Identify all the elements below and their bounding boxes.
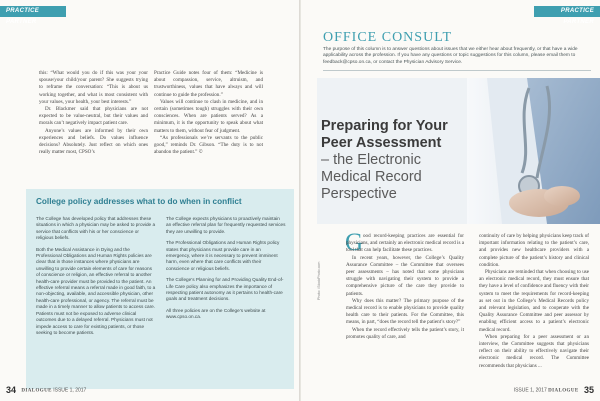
paragraph: When the record effectively tells the patient’s story, it promotes quality of care, and	[346, 326, 464, 340]
paragraph: “As professionals we’re servants to the public good,” reminds Dr. Gibson. “The duty is to not abandon the patient.” ©	[154, 134, 263, 156]
paragraph: Dr. Blackmer said that physicians are not expected to be value-neutral, but their values and morals can’t negatively impact patient care.	[39, 106, 148, 127]
policy-paragraph: The College’s Planning for and Providing Quality End-of-Life Care policy also emphasizes the importance of respecting patient autonomy as it pertains to health-care goals and treatment decisions.	[166, 277, 284, 302]
issue-label: ISSUE 1, 2017	[53, 387, 87, 394]
policy-title: College policy addresses what to do when in conflict	[36, 197, 242, 206]
article-column-left-b	[154, 70, 263, 156]
article-column-right-a	[345, 229, 464, 341]
paragraph: Practice Guide notes four of them: “Medicine is about compassion, service, altruism, and trustworthiness, values that have always and will continue to guide the profession.”	[154, 70, 263, 98]
right-page	[301, 0, 600, 401]
policy-column-b	[166, 216, 286, 326]
policy-paragraph: The Professional Obligations and Human Rights policy states that physicians must provide care in an emergency, where it is necessary to prevent imminent harm, even where that care conflicts with their conscience or religious beliefs.	[166, 240, 280, 271]
page-footer-right	[514, 385, 594, 395]
paragraph: Why does this matter? The primary purpose of the medical record is to enable physicians to provide quality health care to their patients. For the Committee, this means, in part, “does the record tell the patient’s story?”	[346, 297, 464, 326]
paragraph: Values will continue to clash in medicine, and in certain (sometimes tough) struggles with their own consciences. When are patients served? As a minimum, it is the opportunity to speak about what matters to them, without fear of judgment.	[154, 98, 263, 134]
column-description: The purpose of this column is to answer questions about issues that we either hear about frequently, or that have a wide applicability across the profession. If you have any questions or topic suggestions for this column, please email them to feedback@cpso.on.ca, or contact the Physician Advisory Service.	[323, 47, 578, 65]
left-page	[0, 0, 299, 401]
paragraph: ood record-keeping practices are essential for physicians, and certainly an electronic medical record is a tool that can help facilitate these practices.	[346, 233, 464, 254]
section-tab-left: PRACTICE PARTNER	[0, 6, 66, 17]
policy-column-a	[36, 216, 156, 341]
paragraph: In recent years, however, the College’s Quality Assurance Committee – the Committee that oversees peer assessments – has noted that some physicians struggle with navigating their system to provide a comprehensive picture of the care they provide to patients.	[346, 254, 464, 297]
magazine-name: DIALOGUE	[21, 388, 52, 394]
drop-cap: G	[345, 229, 364, 256]
policy-paragraph: Both the Medical Assistance in Dying and the Professional Obligations and Human Rights policies are clear that in those instances where physicians are unwilling to provide certain elements of care for reasons of conscience or religion, an effective referral to another health-care provider must be provided to the patient. An effective referral means a referral made in good faith, to a non-objecting, available, and accessible physician, other health-care professional, or agency. The referral must be made in a timely manner to allow patients to access care. Patients must not be exposed to adverse clinical outcomes due to a delayed referral. Physicians must not impede access to care for existing patients, or those seeking to become patients.	[36, 246, 156, 335]
policy-sidebar-box	[26, 189, 294, 389]
page-number: 35	[583, 385, 594, 395]
policy-paragraph: The College expects physicians to proactively maintain an effective referral plan for frequently requested services they are unwilling to provide.	[166, 216, 286, 234]
policy-paragraph: The College has developed policy that addresses these situations in which a physician may be asked to provide a service that conflicts with his or her conscience or religious beliefs.	[36, 216, 156, 241]
article-headline	[321, 118, 471, 203]
page-number: 34	[6, 385, 17, 395]
article-column-left-a	[39, 70, 148, 156]
paragraph: continuity of care by helping physicians keep track of important information relating to the patient’s care, and provides new healthcare providers with a complete picture of the patient’s history and clinical condition.	[479, 233, 589, 268]
policy-paragraph: All three policies are on the College’s website at www.cpso.on.ca.	[166, 307, 266, 320]
divider	[323, 70, 591, 71]
article-column-right-b	[479, 233, 589, 370]
magazine-name: DIALOGUE	[548, 388, 579, 394]
headline-subtitle: – the Electronic Medical Record Perspective	[321, 152, 422, 202]
section-tab-right: PRACTICE PARTNER	[534, 6, 600, 17]
issue-label: ISSUE 1, 2017	[513, 387, 547, 394]
paragraph: Physicians are reminded that when choosing to use an electronic medical record, they must ensure that they have a level of confidence and fluency with their system to meet the requirements for record-keeping as set out in the College’s Medical Records policy and relevant legislation, and to cooperate with the Quality Assurance Committee and peer assessor by enabling efficient access to a patient’s electronic medical record.	[479, 269, 589, 333]
page-footer-left	[6, 385, 86, 395]
paragraph: When preparing for a peer assessment or an interview, the Committee suggests that physicians reflect on their ability to effectively navigate their electronic medical record. The Committee recommends that physicians ...	[479, 333, 589, 369]
column-title: OFFICE CONSULT	[323, 30, 453, 45]
paragraph: Anyone’s values are informed by their own experiences and beliefs. Do values influence decisions? Absolutely. Just reflect on which ones really matter most, CPSO’s	[39, 127, 148, 156]
paragraph: this: “What would you do if this was your your spouse/your child/your parent? She suggests trying to reframe the conversation: “This is about us working together, and what is most consistent with your values, your health, your best interests.”	[39, 70, 148, 105]
photo-credit: Photo: iStockPhoto.com	[317, 261, 321, 300]
headline-lead: Preparing for Your Peer Assessment	[321, 118, 448, 151]
